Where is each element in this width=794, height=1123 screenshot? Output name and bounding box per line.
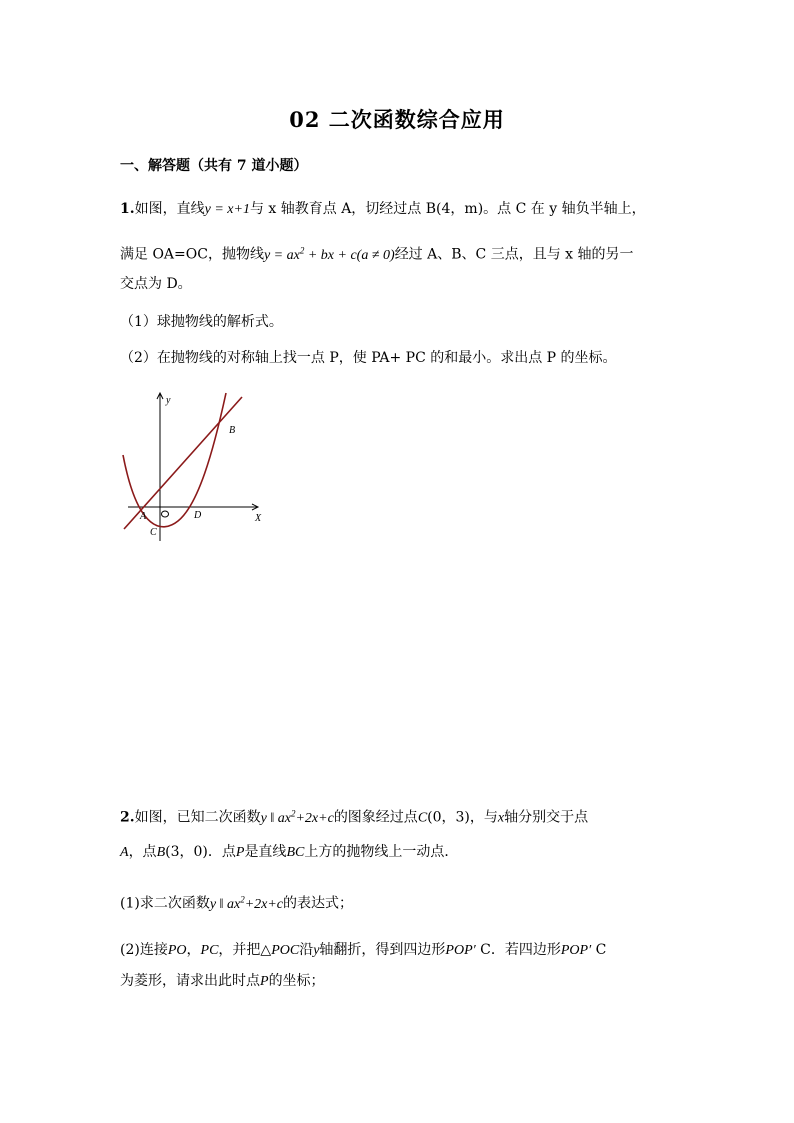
section-heading: 一、解答题（共有 7 道小题）: [120, 158, 308, 174]
q1-line-1: 1.如图，直线y = x+1与 x 轴教育点 A，切经过点 B(4，m)。点 C 在 y 轴负半轴上，: [120, 201, 646, 217]
q2-line-2: A，点B(3，0)．点P是直线BC上方的抛物线上一动点．: [120, 844, 459, 860]
q1-part-1: （1）球抛物线的解析式。: [120, 314, 283, 330]
label-b: B: [229, 425, 236, 436]
page-title: 02 二次函数综合应用: [289, 107, 505, 132]
q1-line-2: 满足 OA=OC，抛物线$y = ax^2$ + bx + c(a ≠ 0)经过 A、B、C 三点，且与 x 轴的另一: [120, 245, 634, 263]
straight-line: [124, 397, 242, 529]
label-c: C: [150, 527, 157, 538]
q1-number: 1.: [120, 201, 135, 217]
label-a: A: [140, 511, 147, 522]
q2-function: y ‖ $ax^2+2x+c$: [260, 808, 334, 826]
q2-part-2-cont: 为菱形，请求出此时点P的坐标；: [120, 973, 325, 989]
label-d: D: [194, 510, 202, 521]
q1-part-2: （2）在抛物线的对称轴上找一点 P，使 PA+ PC 的和最小。求出点 P 的坐标。: [120, 350, 617, 366]
q1-line-equation: y = x+1: [204, 202, 250, 217]
q2-part-2: (2)连接PO，PC，并把△POC沿y轴翻折，得到四边形POP′ C．若四边形POP′ C: [120, 942, 607, 958]
q2-line-1: 2.如图，已知二次函数y ‖ $ax^2+2x+c$的图象经过点C(0，3)，与x轴分别交于点: [120, 808, 589, 826]
label-x: X: [255, 513, 262, 524]
q1-parabola-equation: $y = ax^2$ + bx + c(a ≠ 0): [263, 245, 395, 263]
label-y: y: [166, 395, 171, 406]
q1-figure: [118, 383, 278, 553]
q2-part-1: (1)求二次函数y ‖ $ax^2+2x+c$的表达式；: [120, 894, 354, 912]
q1-line-3: 交点为 D。: [120, 276, 192, 292]
q2-number: 2.: [120, 809, 135, 826]
origin-mark: [162, 511, 169, 517]
